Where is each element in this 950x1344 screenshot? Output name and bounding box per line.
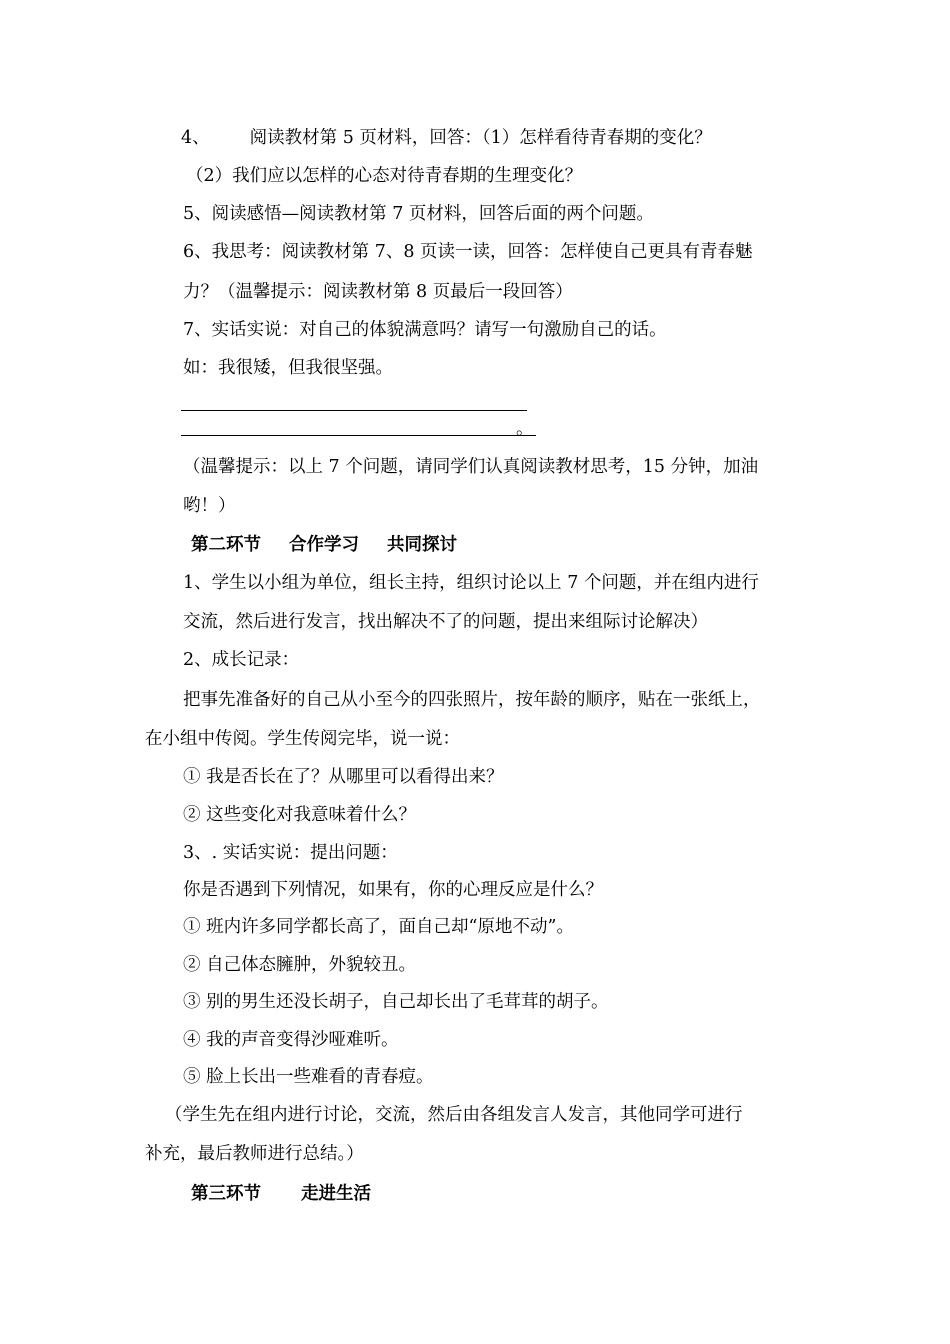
paragraph-2: 2、成长记录：	[183, 650, 300, 670]
section-3-heading	[191, 1182, 371, 1206]
example-sentence: 如：我很矮，但我很坚强。	[183, 358, 393, 378]
paragraph-6-line2: 补充，最后教师进行总结。）	[145, 1144, 364, 1164]
situation-item-5: ⑤ 脸上长出一些难看的青春痘。	[183, 1067, 434, 1087]
tip-line-1: （温馨提示：以上 7 个问题，请同学们认真阅读教材思考，15 分钟，加油	[183, 457, 759, 477]
section-3-heading-part1: 第三环节	[191, 1184, 261, 1204]
paragraph-1-line1: 1、学生以小组为单位，组长主持，组织讨论以上 7 个问题，并在组内进行	[183, 573, 759, 593]
tip-line-2: 哟！）	[183, 496, 236, 516]
answer-blank-line-2	[181, 435, 536, 436]
section-3-heading-part2: 走进生活	[301, 1184, 371, 1204]
paragraph-1-line2: 交流，然后进行发言，找出解决不了的问题，提出来组际讨论解决）	[183, 612, 708, 632]
question-6-line2: 力？（温馨提示：阅读教材第 8 页最后一段回答）	[183, 282, 573, 302]
paragraph-4: 3、. 实话实说：提出问题：	[183, 843, 398, 863]
section-2-heading-part3: 共同探讨	[387, 535, 457, 555]
answer-blank-end-mark: 。	[516, 419, 534, 439]
situation-item-4: ④ 我的声音变得沙哑难听。	[183, 1030, 399, 1050]
question-4-number: 4、	[181, 128, 210, 148]
paragraph-6-line1: （学生先在组内进行讨论，交流，然后由各组发言人发言，其他同学可进行	[165, 1105, 743, 1125]
question-5: 5、阅读感悟—阅读教材第 7 页材料，回答后面的两个问题。	[183, 204, 654, 224]
section-2-heading	[191, 533, 457, 557]
question-6-line1: 6、我思考：阅读教材第 7、8 页读一读，回答：怎样使自己更具有青春魅	[183, 242, 753, 262]
circled-item-1: ① 我是否长在了？从哪里可以看得出来？	[183, 767, 504, 787]
section-2-heading-part2: 合作学习	[289, 535, 359, 555]
circled-item-2: ② 这些变化对我意味着什么？	[183, 805, 417, 825]
paragraph-3-line2: 在小组中传阅。学生传阅完毕，说一说：	[145, 729, 460, 749]
paragraph-5: 你是否遇到下列情况，如果有，你的心理反应是什么？	[183, 880, 603, 900]
question-4-sub: （2）我们应以怎样的心态对待青春期的生理变化？	[186, 166, 583, 186]
situation-item-3: ③ 别的男生还没长胡子，自己却长出了毛茸茸的胡子。	[183, 992, 609, 1012]
question-7: 7、实话实说：对自己的体貌满意吗？请写一句激励自己的话。	[183, 320, 667, 340]
paragraph-3-line1: 把事先准备好的自己从小至今的四张照片，按年龄的顺序，贴在一张纸上，	[183, 690, 761, 710]
question-4	[181, 126, 712, 150]
question-4-text: 阅读教材第 5 页材料，回答：（1）怎样看待青春期的变化？	[249, 128, 712, 148]
situation-item-2: ② 自己体态臃肿，外貌较丑。	[183, 955, 417, 975]
situation-item-1: ① 班内许多同学都长高了，面自己却“原地不动”。	[183, 917, 574, 937]
answer-blank-line-1	[181, 410, 527, 411]
section-2-heading-part1: 第二环节	[191, 535, 261, 555]
